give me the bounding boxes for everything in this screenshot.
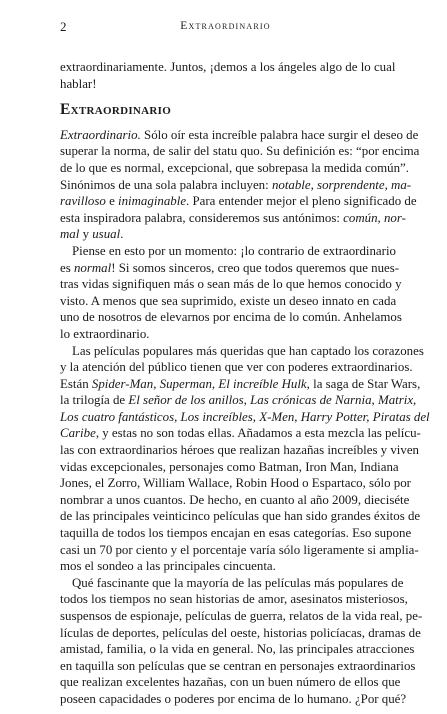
text-line: Piense en esto por un momento: ¡lo contrario de extraordinario [72, 243, 396, 258]
paragraph-2 [60, 243, 402, 343]
intro-paragraph [60, 59, 396, 92]
text-line: de lo que es normal, excepcional, que sobrepasa la medida común”. [60, 160, 409, 175]
running-head: Extraordinario [180, 20, 271, 32]
paragraph-1 [60, 127, 420, 243]
text-line: Qué fascinante que la mayoría de las películas más populares de [72, 575, 404, 590]
page-number: 2 [60, 19, 67, 34]
text-line: la trilogía de El señor de los anillos, Las crónicas de Narnia, Matrix, [60, 393, 417, 408]
text-line: extraordinariamente. Juntos, ¡demos a los ángeles algo de lo cual [60, 60, 396, 74]
body-text [60, 59, 430, 708]
text-line: poseen capacidades o poderes por encima de lo humano. ¿Por qué? [60, 691, 407, 706]
text-line: Extraordinario. Sólo oír esta increíble palabra hace surgir el deseo de [60, 127, 419, 142]
text-line: mal y usual. [60, 227, 124, 242]
text-line: tras vidas signifiquen más o sean más de lo que hemos conocido y [60, 277, 402, 292]
text-line: lo extraordinario. [60, 326, 150, 341]
text-line: esta inspiradora palabra, consideremos sus antónimos: común, nor- [60, 210, 406, 225]
text-line: superar la norma, de salir del statu quo. Su definición es: “por encima [60, 144, 420, 159]
text-line: de las principales veinticinco películas que han sido grandes éxitos de [60, 509, 421, 524]
text-line: taquilla de todos los tiempos encajan en esas categorías. Eso supone [60, 526, 412, 541]
text-line: Sinónimos de una sola palabra incluyen: notable, sorprendente, ma- [60, 177, 412, 192]
page-header [60, 19, 391, 37]
text-line: suspensos de espionaje, películas de guerra, relatos de la vida real, pe- [60, 609, 423, 623]
text-line: que realizan excelentes hazañas, con un buen número de ellos que [60, 675, 401, 690]
paragraph-4 [60, 575, 423, 708]
section-title: Extraordinario [60, 101, 172, 119]
text-line: Las películas populares más queridas que han captado los corazones [72, 343, 424, 358]
text-line: Los cuatro fantásticos, Los increíbles, X-Men, Harry Potter, Piratas del [60, 409, 430, 424]
text-line: casi un 70 por ciento y el porcentaje varía sólo ligeramente si amplia- [60, 542, 419, 557]
text-line: visto. A menos que sea suprimido, existe un deseo innato en cada [60, 293, 397, 308]
text-line: lículas de deportes, películas del oeste, historias policíacas, dramas de [60, 625, 421, 640]
text-line: amistad, familia, o la vida en general. No, las principales atracciones [60, 642, 415, 657]
text-line: es normal! Si somos sinceros, creo que todos queremos que nues- [60, 260, 400, 275]
text-line: y la atención del público tienen que ver con poderes extraordinarios. [60, 360, 413, 375]
text-line: todos los tiempos no sean historias de amor, asesinatos misteriosos, [60, 592, 408, 607]
text-line: Están Spider-Man, Superman, El increíble Hulk, la saga de Star Wars, [60, 376, 421, 391]
paragraph-3 [60, 343, 430, 575]
text-line: vidas excepcionales, personajes como Batman, Iron Man, Indiana [60, 459, 399, 474]
text-line: hablar! [60, 76, 97, 91]
text-line: Jones, el Zorro, William Wallace, Robin Hood o Espartaco, sólo por [60, 476, 411, 491]
text-line: ravilloso e inimaginable. Para entender mejor el pleno significado de [60, 194, 417, 209]
text-line: nombrar a unos cuantos. De hecho, en cuanto al año 2009, dieciséte [60, 492, 410, 507]
text-line: las con extraordinarios héroes que realizan hazañas increíbles y viven [60, 443, 419, 458]
text-line: mos el sondeo a las principales cincuenta. [60, 559, 276, 574]
text-line: en taquilla son películas que se centran en personajes extraordinarios [60, 658, 416, 673]
text-line: uno de nosotros de elevarnos por encima de lo común. Anhelamos [60, 310, 402, 325]
text-line: Caribe, y estas no son todas ellas. Añadamos a esta mezcla las pelícu- [60, 426, 421, 441]
